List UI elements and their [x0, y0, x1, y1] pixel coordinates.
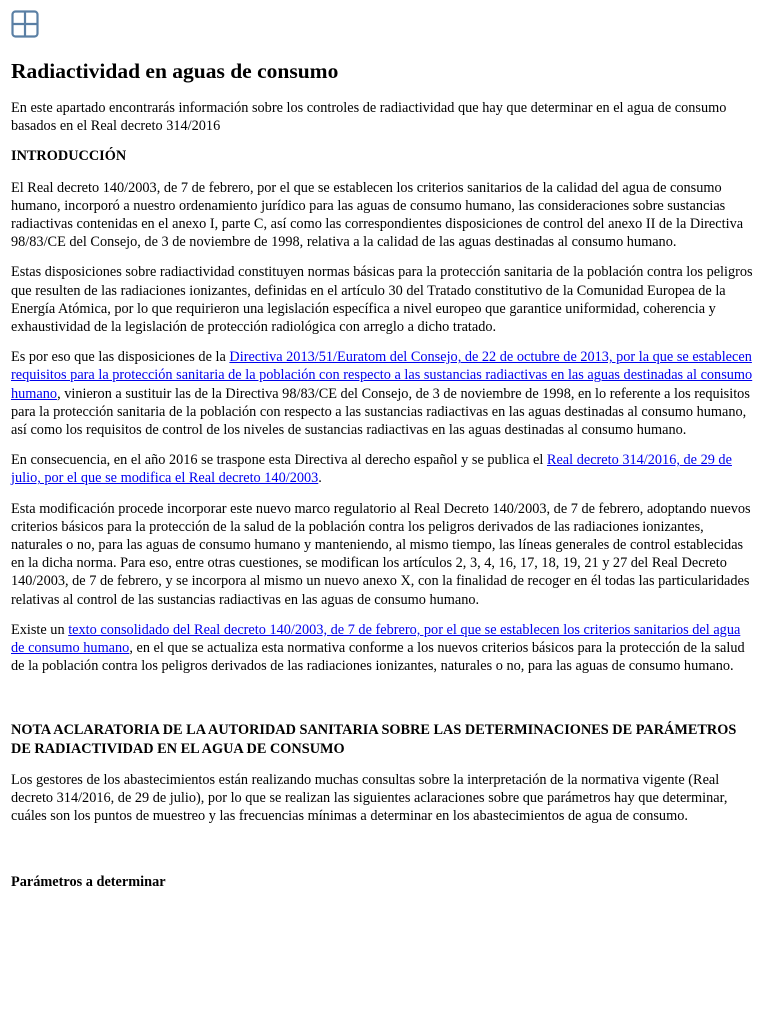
paragraph-3-text-before: Es por eso que las disposiciones de la	[11, 349, 230, 366]
paragraph-4	[11, 451, 756, 487]
paragraph-2: Estas disposiciones sobre radiactividad constituyen normas básicas para la protección sanitaria de la población contra los peligros que resulten de las radiaciones ionizantes, definidas en el artículo 30 del Tratado constitutivo de la Comunidad Europea de la Energía Atómica, por lo que requirieron una legislación específica a nivel europeo que garantice uniformidad, coherencia y exhaustividad de la legislación de protección radiológica con arreglo a dicho tratado.	[11, 264, 753, 336]
section-heading-parametros: Parámetros a determinar	[11, 873, 166, 890]
paragraph-4-text-after: .	[318, 470, 322, 487]
paragraph-4-text-before: En consecuencia, en el año 2016 se traspone esta Directiva al derecho español y se publica el	[11, 452, 547, 469]
texto-consolidado-link[interactable]: texto consolidado del Real decreto 140/2003, de 7 de febrero, por el que se establecen los criterios sanitarios del agua de consumo humano	[11, 621, 741, 657]
section-heading-introduccion: INTRODUCCIÓN	[11, 148, 127, 165]
paragraph-1: El Real decreto 140/2003, de 7 de febrero, por el que se establecen los criterios sanitarios de la calidad del agua de consumo humano, incorporó a nuestro ordenamiento jurídico para las aguas de consumo humano, las consideraciones sobre sustancias radiactivas contenidas en el anexo I, parte C, así como las correspondientes disposiciones de control del anexo II de la Directiva 98/83/CE del Consejo, de 3 de noviembre de 1998, relativa a la calidad de las aguas destinadas al consumo humano.	[11, 179, 744, 251]
paragraph-6	[11, 621, 756, 676]
paragraph-3	[11, 348, 756, 439]
grid-squares-icon[interactable]	[11, 10, 39, 38]
section-heading-nota-aclaratoria: NOTA ACLARATORIA DE LA AUTORIDAD SANITARIA SOBRE LAS DETERMINACIONES DE PARÁMETROS DE RADIACTIVIDAD EN EL AGUA DE CONSUMO	[11, 722, 737, 757]
paragraph-5: Esta modificación procede incorporar este nuevo marco regulatorio al Real Decreto 140/2003, de 7 de febrero, adoptando nuevos criterios básicos para la protección de la salud de la población contra los peligros derivados de las radiaciones ionizantes, naturales o no, para las aguas de consumo humano y manteniendo, al mismo tiempo, las líneas generales de control establecidas en la dicha norma. Para eso, entre otras cuestiones, se modifican los artículos 2, 3, 4, 16, 17, 18, 19, 21 y 27 del Real Decreto 140/2003, de 7 de febrero, y se incorpora al mismo un nuevo anexo X, con la finalidad de recoger en él todas las particularidades relativas al control de las sustancias radiactivas en las aguas de consumo humano.	[11, 500, 751, 608]
directiva-2013-51-link[interactable]: Directiva 2013/51/Euratom del Consejo, de 22 de octubre de 2013, por la que se establecen requisitos para la protección sanitaria de la población con respecto a las sustancias radiactivas en las aguas destinadas al consumo humano	[11, 349, 753, 402]
paragraph-7: Los gestores de los abastecimientos están realizando muchas consultas sobre la interpretación de la normativa vigente (Real decreto 314/2016, de 29 de julio), por lo que se realizan las siguientes aclaraciones sobre que parámetros hay que determinar, cuáles son los puntos de muestreo y las frecuencias mínimas a determinar en los abastecimientos de agua de consumo.	[11, 771, 728, 825]
intro-paragraph: En este apartado encontrarás información sobre los controles de radiactividad que hay que determinar en el agua de consumo basados en el Real decreto 314/2016	[11, 100, 727, 135]
real-decreto-314-2016-link[interactable]: Real decreto 314/2016, de 29 de julio, por el que se modifica el Real decreto 140/2003	[11, 452, 732, 487]
paragraph-6-text-after: , en el que se actualiza esta normativa conforme a los nuevos criterios básicos para la protección de la salud de la población contra los peligros derivados de las radiaciones ionizantes, naturales o no, para las aguas de consumo humano.	[11, 640, 745, 675]
paragraph-3-text-after: , vinieron a sustituir las de la Directiva 98/83/CE del Consejo, de 3 de noviembre de 1998, en lo referente a los requisitos para la protección sanitaria de la población con respecto a las sustancias radiactivas en las aguas destinadas al consumo humano, así como los requisitos de control de los niveles de sustancias radiactivas en las aguas destinadas al consumo humano.	[11, 385, 750, 439]
page-title: Radiactividad en aguas de consumo	[11, 59, 339, 83]
paragraph-6-text-before: Existe un	[11, 621, 69, 638]
